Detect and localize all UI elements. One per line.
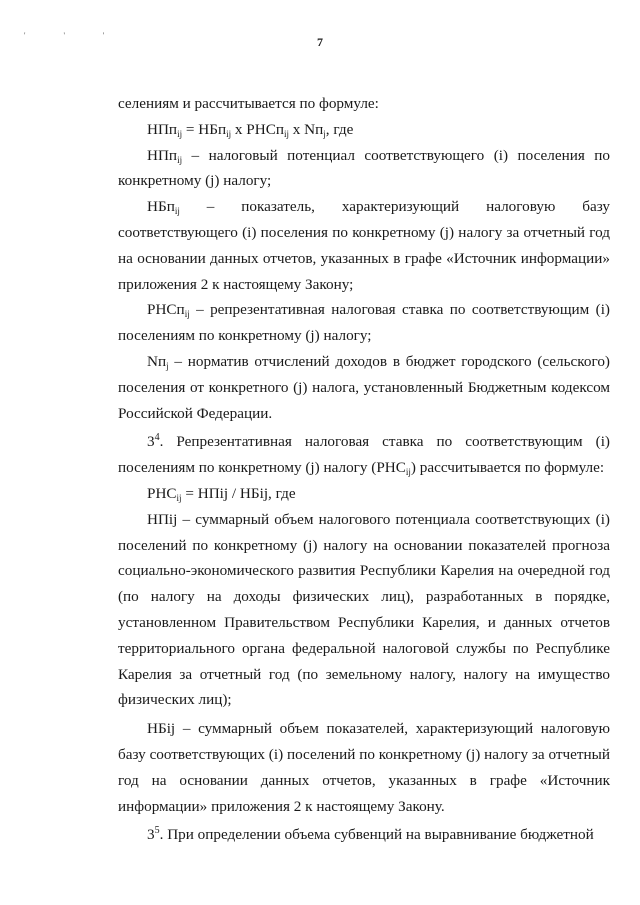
- definition-text: – норматив отчислений доходов в бюджет городского (сельского) поселения от конкретного (j) налога, установленный Бюджетным кодексом Российской Федерации.: [118, 352, 610, 422]
- definition-nbij: НБij – суммарный объем показателей, характеризующий налоговую базу соответствующих (i) поселений по конкретному (j) налогу за отчетный год на основании данных отчетов, указанных в графе «Источник информации» приложения 2 к настоящему Закону.: [118, 720, 610, 815]
- formula-term: x Nп: [288, 120, 324, 138]
- formula-term: = НПij / НБij, где: [181, 484, 296, 502]
- definition-symbol: НПп: [147, 146, 178, 164]
- definition-subscript: j: [166, 360, 169, 371]
- formula-term: НПп: [147, 120, 178, 138]
- formula-term: , где: [325, 120, 354, 138]
- formula-subscript: ij: [226, 128, 232, 139]
- definition-symbol: РНСп: [147, 301, 185, 319]
- formula-subscript: ij: [283, 128, 289, 139]
- definition-subscript: ij: [184, 309, 190, 320]
- definition-npp: [118, 143, 610, 195]
- section-3-5: [118, 822, 610, 848]
- formula-subscript: ij: [176, 492, 182, 503]
- section-superscript: 4: [154, 432, 160, 444]
- formula-term: x РНСп: [231, 120, 284, 138]
- section-text: . При определении объема субвенций на выравнивание бюджетной: [159, 826, 594, 844]
- definition-text: – репрезентативная налоговая ставка по соответствующим (i) поселениям по конкретному (j) налогу;: [118, 301, 610, 345]
- definition-text: – показатель, характеризующий налоговую базу соответствующего (i) поселения по конкретному (j) налогу за отчетный год на основании данных отчетов, указанных в графе «Источник информации» приложения 2 к настоящему Закону;: [118, 198, 610, 293]
- scan-marks: ' ' ': [24, 31, 123, 40]
- section-number: 3: [147, 826, 155, 844]
- document-body: [118, 91, 610, 848]
- definition-subscript: ij: [174, 206, 180, 217]
- formula-term: РНС: [147, 484, 177, 502]
- definition-symbol: НБп: [147, 198, 175, 216]
- definition-nbp: [118, 194, 610, 297]
- section-superscript: 5: [154, 825, 160, 837]
- section-subscript: ij: [405, 467, 411, 478]
- section-text: . Репрезентативная налоговая ставка по соответствующим (i) поселениям по конкретному (j) налогу (РНС: [118, 433, 610, 477]
- definition-symbol: Nп: [147, 352, 167, 370]
- definition-text: – налоговый потенциал соответствующего (i) поселения по конкретному (j) налогу;: [118, 146, 610, 190]
- section-3-4: [118, 429, 610, 481]
- definition-np: [118, 349, 610, 426]
- definition-subscript: ij: [177, 154, 183, 165]
- formula-rns: [118, 481, 610, 507]
- formula-subscript: j: [323, 128, 326, 139]
- formula-subscript: ij: [177, 128, 183, 139]
- definition-rnsp: [118, 297, 610, 349]
- formula-term: = НБп: [182, 120, 227, 138]
- formula-tax-potential: [118, 117, 610, 143]
- paragraph-intro: селениям и рассчитывается по формуле:: [118, 95, 379, 112]
- definition-npij: НПij – суммарный объем налогового потенциала соответствующих (i) поселений по конкретному (j) налогу на основании показателей прогноза социально-экономического развития Республики Карелия на очередной год (по налогу на доходы физических лиц), разработанных в порядке, установленном Правительством Республики Карелия, и данных отчетов территориального органа федеральной налоговой службы по Республике Карелия за отчетный год (по земельному налогу, налогу на имущество физических лиц);: [118, 510, 610, 709]
- section-number: 3: [147, 433, 155, 451]
- page-number: 7: [317, 35, 323, 49]
- section-text: ) рассчитывается по формуле:: [410, 459, 605, 477]
